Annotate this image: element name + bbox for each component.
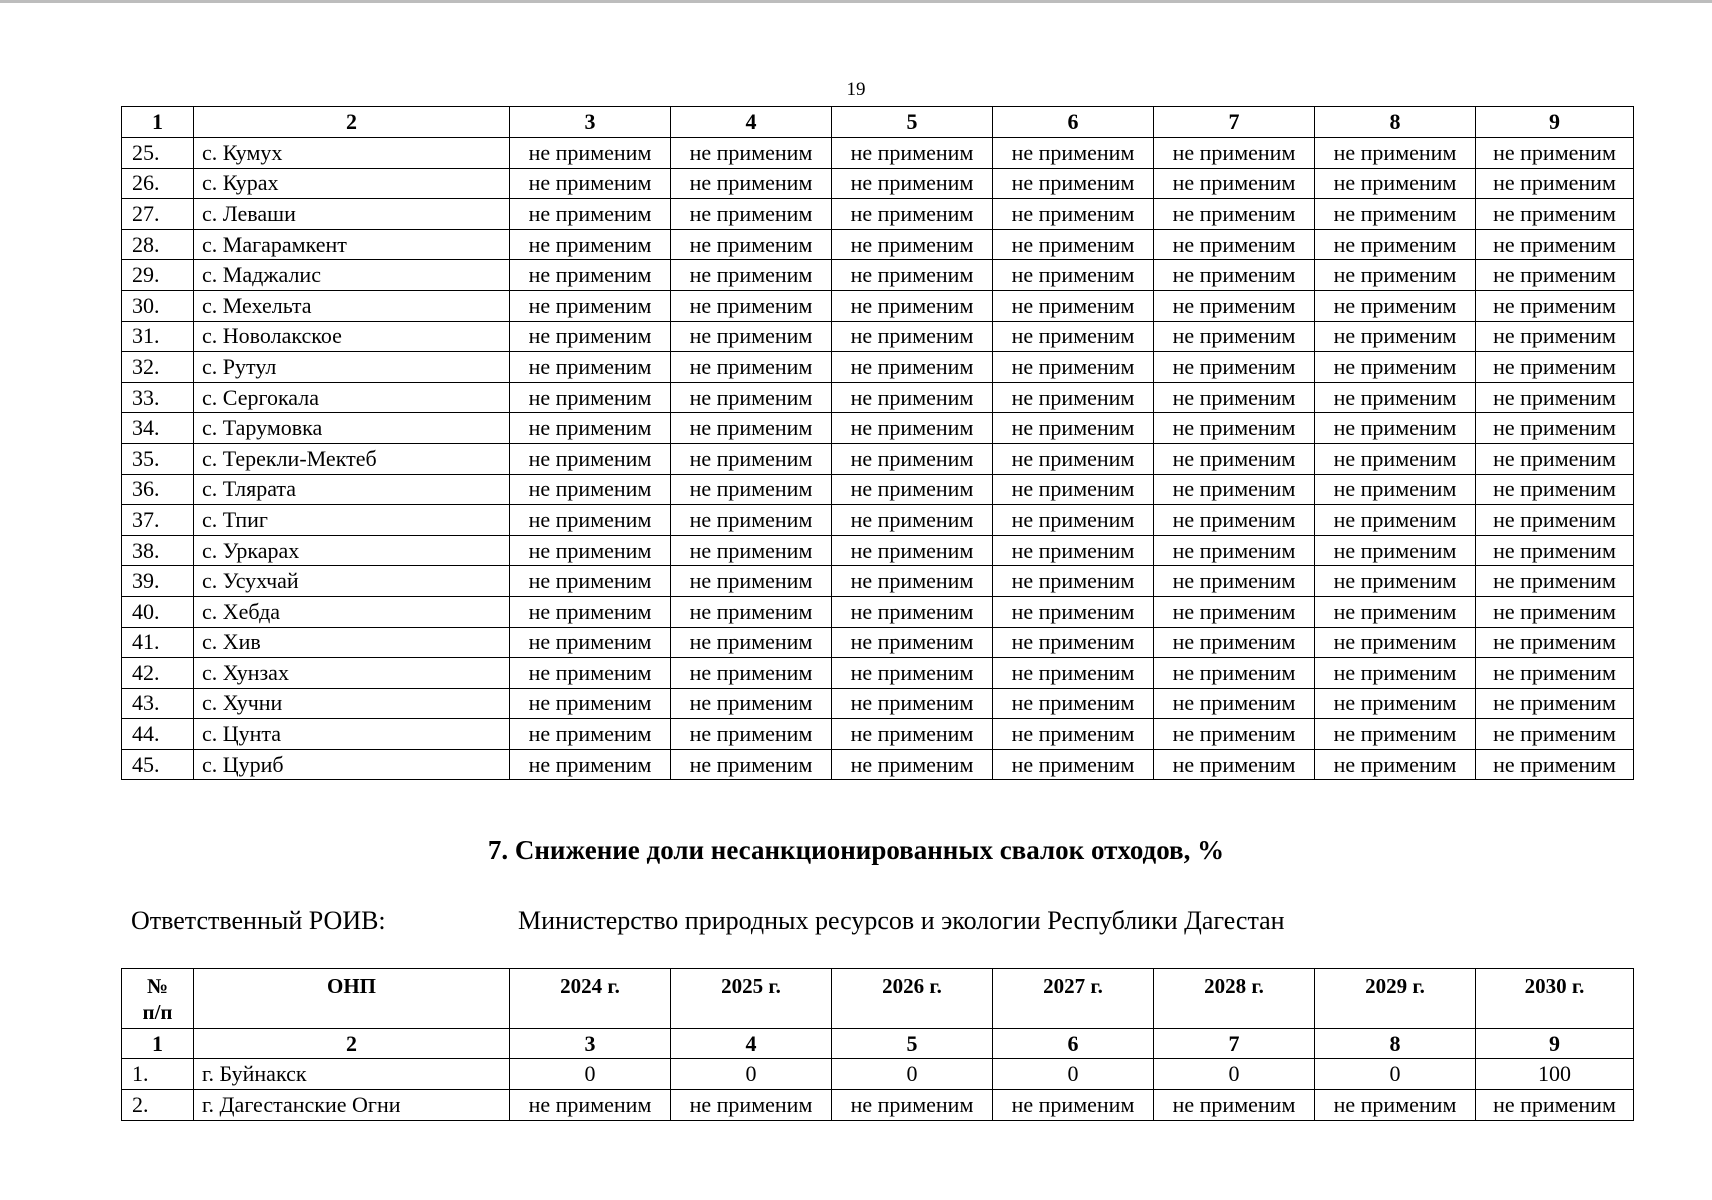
- value-cell: не применим: [510, 260, 671, 291]
- table-header-row: [122, 969, 1634, 1029]
- locality-name: с. Магарамкент: [194, 229, 510, 260]
- year-value: не применим: [671, 1090, 832, 1121]
- table-row: [122, 1059, 1634, 1090]
- value-cell: не применим: [1154, 352, 1315, 383]
- value-cell: не применим: [993, 352, 1154, 383]
- value-cell: не применим: [993, 627, 1154, 658]
- value-cell: не применим: [510, 535, 671, 566]
- value-cell: не применим: [1315, 505, 1476, 536]
- value-cell: не применим: [671, 596, 832, 627]
- row-number: 42.: [122, 658, 194, 689]
- value-cell: не применим: [993, 688, 1154, 719]
- table-row: [122, 229, 1634, 260]
- value-cell: не применим: [1476, 627, 1634, 658]
- year-value: 0: [671, 1059, 832, 1090]
- value-cell: не применим: [993, 566, 1154, 597]
- value-cell: не применим: [993, 505, 1154, 536]
- locality-name: с. Хунзах: [194, 658, 510, 689]
- table-row: [122, 352, 1634, 383]
- value-cell: не применим: [993, 321, 1154, 352]
- value-cell: не применим: [1154, 260, 1315, 291]
- value-cell: не применим: [1154, 382, 1315, 413]
- value-cell: не применим: [832, 658, 993, 689]
- value-cell: не применим: [1476, 138, 1634, 169]
- value-cell: не применим: [1154, 290, 1315, 321]
- value-cell: не применим: [832, 596, 993, 627]
- value-cell: не применим: [993, 719, 1154, 750]
- header-num: № п/п: [122, 969, 194, 1029]
- value-cell: не применим: [671, 168, 832, 199]
- year-value: 0: [832, 1059, 993, 1090]
- value-cell: не применим: [671, 719, 832, 750]
- table-row: [122, 658, 1634, 689]
- column-number-row: [122, 107, 1634, 138]
- value-cell: не применим: [832, 199, 993, 230]
- column-number: 6: [993, 107, 1154, 138]
- table-row: [122, 627, 1634, 658]
- value-cell: не применим: [1154, 229, 1315, 260]
- value-cell: не применим: [1476, 413, 1634, 444]
- value-cell: не применим: [1154, 199, 1315, 230]
- value-cell: не применим: [671, 138, 832, 169]
- value-cell: не применим: [1315, 566, 1476, 597]
- value-cell: не применим: [1476, 658, 1634, 689]
- value-cell: не применим: [671, 260, 832, 291]
- value-cell: не применим: [832, 352, 993, 383]
- row-number: 28.: [122, 229, 194, 260]
- responsible-body: Министерство природных ресурсов и экологии Республики Дагестан: [518, 906, 1285, 935]
- table-row: [122, 443, 1634, 474]
- locality-name: с. Рутул: [194, 352, 510, 383]
- value-cell: не применим: [1476, 566, 1634, 597]
- value-cell: не применим: [1154, 627, 1315, 658]
- value-cell: не применим: [510, 199, 671, 230]
- value-cell: не применим: [1315, 199, 1476, 230]
- row-number: 2.: [122, 1090, 194, 1121]
- column-number-row: [122, 1029, 1634, 1059]
- locality-name: с. Курах: [194, 168, 510, 199]
- value-cell: не применим: [1476, 474, 1634, 505]
- value-cell: не применим: [832, 505, 993, 536]
- locality-name: с. Хучни: [194, 688, 510, 719]
- value-cell: не применим: [671, 566, 832, 597]
- year-value: не применим: [832, 1090, 993, 1121]
- value-cell: не применим: [510, 658, 671, 689]
- locality-name: с. Маджалис: [194, 260, 510, 291]
- table-row: [122, 566, 1634, 597]
- value-cell: не применим: [1476, 596, 1634, 627]
- row-number: 39.: [122, 566, 194, 597]
- value-cell: не применим: [1315, 229, 1476, 260]
- value-cell: не применим: [671, 474, 832, 505]
- column-number: 3: [510, 1029, 671, 1059]
- row-number: 40.: [122, 596, 194, 627]
- table-row: [122, 168, 1634, 199]
- value-cell: не применим: [510, 688, 671, 719]
- row-number: 44.: [122, 719, 194, 750]
- table-row: [122, 382, 1634, 413]
- value-cell: не применим: [1154, 719, 1315, 750]
- locality-name: г. Буйнакск: [194, 1059, 510, 1090]
- value-cell: не применим: [1154, 658, 1315, 689]
- section-title: 7. Снижение доли несанкционированных свалок отходов, %: [487, 835, 1225, 865]
- locality-name: с. Хебда: [194, 596, 510, 627]
- value-cell: не применим: [1315, 535, 1476, 566]
- value-cell: не применим: [671, 382, 832, 413]
- value-cell: не применим: [832, 535, 993, 566]
- table-row: [122, 321, 1634, 352]
- value-cell: не применим: [1315, 168, 1476, 199]
- locality-name: с. Тпиг: [194, 505, 510, 536]
- value-cell: не применим: [510, 413, 671, 444]
- table-row: [122, 749, 1634, 780]
- column-number: 2: [194, 1029, 510, 1059]
- year-value: 100: [1476, 1059, 1634, 1090]
- year-value: 0: [510, 1059, 671, 1090]
- column-number: 7: [1154, 107, 1315, 138]
- value-cell: не применим: [1476, 290, 1634, 321]
- locality-name: с. Леваши: [194, 199, 510, 230]
- value-cell: не применим: [1315, 290, 1476, 321]
- value-cell: не применим: [832, 566, 993, 597]
- value-cell: не применим: [832, 474, 993, 505]
- header-year: 2029 г.: [1315, 969, 1476, 1029]
- value-cell: не применим: [1315, 627, 1476, 658]
- value-cell: не применим: [510, 138, 671, 169]
- locality-name: с. Усухчай: [194, 566, 510, 597]
- value-cell: не применим: [832, 382, 993, 413]
- value-cell: не применим: [1315, 382, 1476, 413]
- value-cell: не применим: [1315, 719, 1476, 750]
- value-cell: не применим: [671, 505, 832, 536]
- value-cell: не применим: [1154, 474, 1315, 505]
- value-cell: не применим: [1476, 260, 1634, 291]
- value-cell: не применим: [993, 413, 1154, 444]
- value-cell: не применим: [993, 168, 1154, 199]
- row-number: 25.: [122, 138, 194, 169]
- value-cell: не применим: [671, 321, 832, 352]
- locality-name: с. Хив: [194, 627, 510, 658]
- value-cell: не применим: [993, 290, 1154, 321]
- header-year: 2028 г.: [1154, 969, 1315, 1029]
- page-number: 19: [846, 79, 866, 100]
- value-cell: не применим: [1315, 688, 1476, 719]
- value-cell: не применим: [832, 229, 993, 260]
- value-cell: не применим: [832, 688, 993, 719]
- value-cell: не применим: [1315, 474, 1476, 505]
- year-value: 0: [993, 1059, 1154, 1090]
- locality-name: с. Цунта: [194, 719, 510, 750]
- year-value: не применим: [993, 1090, 1154, 1121]
- value-cell: не применим: [1315, 658, 1476, 689]
- table-row: [122, 290, 1634, 321]
- row-number: 36.: [122, 474, 194, 505]
- table-row: [122, 260, 1634, 291]
- year-value: 0: [1315, 1059, 1476, 1090]
- value-cell: не применим: [832, 749, 993, 780]
- value-cell: не применим: [1476, 749, 1634, 780]
- value-cell: не применим: [832, 138, 993, 169]
- locality-name: г. Дагестанские Огни: [194, 1090, 510, 1121]
- column-number: 4: [671, 1029, 832, 1059]
- value-cell: не применим: [993, 535, 1154, 566]
- value-cell: не применим: [1154, 749, 1315, 780]
- row-number: 27.: [122, 199, 194, 230]
- value-cell: не применим: [1315, 413, 1476, 444]
- value-cell: не применим: [510, 290, 671, 321]
- value-cell: не применим: [1476, 352, 1634, 383]
- value-cell: не применим: [1154, 413, 1315, 444]
- value-cell: не применим: [671, 688, 832, 719]
- column-number: 5: [832, 1029, 993, 1059]
- value-cell: не применим: [510, 719, 671, 750]
- value-cell: не применим: [671, 199, 832, 230]
- value-cell: не применим: [1476, 229, 1634, 260]
- header-name: ОНП: [194, 969, 510, 1029]
- value-cell: не применим: [832, 321, 993, 352]
- locality-name: с. Новолакское: [194, 321, 510, 352]
- value-cell: не применим: [1315, 749, 1476, 780]
- table-row: [122, 535, 1634, 566]
- column-number: 6: [993, 1029, 1154, 1059]
- column-number: 2: [194, 107, 510, 138]
- column-number: 1: [122, 1029, 194, 1059]
- value-cell: не применим: [510, 352, 671, 383]
- value-cell: не применим: [993, 260, 1154, 291]
- value-cell: не применим: [1476, 688, 1634, 719]
- value-cell: не применим: [993, 658, 1154, 689]
- value-cell: не применим: [1154, 138, 1315, 169]
- responsible-label: Ответственный РОИВ:: [131, 906, 386, 935]
- value-cell: не применим: [1154, 535, 1315, 566]
- row-number: 29.: [122, 260, 194, 291]
- value-cell: не применим: [1315, 138, 1476, 169]
- value-cell: не применим: [1476, 168, 1634, 199]
- row-number: 34.: [122, 413, 194, 444]
- value-cell: не применим: [1154, 321, 1315, 352]
- value-cell: не применим: [832, 719, 993, 750]
- value-cell: не применим: [832, 413, 993, 444]
- locality-name: с. Сергокала: [194, 382, 510, 413]
- year-value: не применим: [510, 1090, 671, 1121]
- value-cell: не применим: [1315, 321, 1476, 352]
- row-number: 26.: [122, 168, 194, 199]
- row-number: 35.: [122, 443, 194, 474]
- locality-name: с. Кумух: [194, 138, 510, 169]
- locality-name: с. Терекли-Мектеб: [194, 443, 510, 474]
- header-year: 2030 г.: [1476, 969, 1634, 1029]
- row-number: 1.: [122, 1059, 194, 1090]
- value-cell: не применим: [1476, 199, 1634, 230]
- value-cell: не применим: [510, 749, 671, 780]
- table-row: [122, 474, 1634, 505]
- column-number: 1: [122, 107, 194, 138]
- value-cell: не применим: [1476, 382, 1634, 413]
- scan-edge: [0, 0, 1712, 3]
- value-cell: не применим: [1154, 596, 1315, 627]
- value-cell: не применим: [671, 290, 832, 321]
- value-cell: не применим: [671, 229, 832, 260]
- table-row: [122, 1090, 1634, 1121]
- row-number: 30.: [122, 290, 194, 321]
- value-cell: не применим: [671, 443, 832, 474]
- value-cell: не применим: [1315, 352, 1476, 383]
- row-number: 41.: [122, 627, 194, 658]
- table-row: [122, 688, 1634, 719]
- value-cell: не применим: [1315, 596, 1476, 627]
- value-cell: не применим: [510, 321, 671, 352]
- value-cell: не применим: [1476, 443, 1634, 474]
- row-number: 32.: [122, 352, 194, 383]
- value-cell: не применим: [1154, 688, 1315, 719]
- value-cell: не применим: [1315, 443, 1476, 474]
- table-row: [122, 199, 1634, 230]
- value-cell: не применим: [993, 138, 1154, 169]
- row-number: 33.: [122, 382, 194, 413]
- value-cell: не применим: [671, 658, 832, 689]
- value-cell: не применим: [510, 596, 671, 627]
- header-year: 2027 г.: [993, 969, 1154, 1029]
- value-cell: не применим: [510, 229, 671, 260]
- value-cell: не применим: [832, 260, 993, 291]
- value-cell: не применим: [1154, 566, 1315, 597]
- header-year: 2024 г.: [510, 969, 671, 1029]
- year-value: не применим: [1315, 1090, 1476, 1121]
- row-number: 43.: [122, 688, 194, 719]
- value-cell: не применим: [671, 749, 832, 780]
- locality-name: с. Цуриб: [194, 749, 510, 780]
- value-cell: не применим: [993, 749, 1154, 780]
- value-cell: не применим: [993, 229, 1154, 260]
- value-cell: не применим: [510, 474, 671, 505]
- row-number: 38.: [122, 535, 194, 566]
- header-year: 2026 г.: [832, 969, 993, 1029]
- header-year: 2025 г.: [671, 969, 832, 1029]
- row-number: 31.: [122, 321, 194, 352]
- unauthorized-dumps-table: [121, 968, 1634, 1121]
- value-cell: не применим: [1476, 321, 1634, 352]
- column-number: 5: [832, 107, 993, 138]
- value-cell: не применим: [510, 168, 671, 199]
- locality-name: с. Тарумовка: [194, 413, 510, 444]
- value-cell: не применим: [1476, 505, 1634, 536]
- table-row: [122, 413, 1634, 444]
- value-cell: не применим: [671, 535, 832, 566]
- locality-name: с. Мехельта: [194, 290, 510, 321]
- municipalities-table-continued: [121, 106, 1634, 780]
- table-row: [122, 596, 1634, 627]
- value-cell: не применим: [510, 627, 671, 658]
- value-cell: не применим: [510, 566, 671, 597]
- value-cell: не применим: [832, 443, 993, 474]
- column-number: 9: [1476, 1029, 1634, 1059]
- year-value: не применим: [1154, 1090, 1315, 1121]
- column-number: 3: [510, 107, 671, 138]
- value-cell: не применим: [1476, 535, 1634, 566]
- value-cell: не применим: [1154, 505, 1315, 536]
- table-row: [122, 138, 1634, 169]
- value-cell: не применим: [832, 627, 993, 658]
- column-number: 4: [671, 107, 832, 138]
- value-cell: не применим: [832, 290, 993, 321]
- locality-name: с. Уркарах: [194, 535, 510, 566]
- year-value: 0: [1154, 1059, 1315, 1090]
- value-cell: не применим: [510, 443, 671, 474]
- value-cell: не применим: [1476, 719, 1634, 750]
- value-cell: не применим: [671, 352, 832, 383]
- column-number: 8: [1315, 107, 1476, 138]
- year-value: не применим: [1476, 1090, 1634, 1121]
- column-number: 7: [1154, 1029, 1315, 1059]
- value-cell: не применим: [1315, 260, 1476, 291]
- table-row: [122, 505, 1634, 536]
- value-cell: не применим: [993, 443, 1154, 474]
- value-cell: не применим: [993, 382, 1154, 413]
- row-number: 45.: [122, 749, 194, 780]
- row-number: 37.: [122, 505, 194, 536]
- value-cell: не применим: [671, 413, 832, 444]
- value-cell: не применим: [993, 199, 1154, 230]
- value-cell: не применим: [832, 168, 993, 199]
- value-cell: не применим: [993, 596, 1154, 627]
- value-cell: не применим: [510, 505, 671, 536]
- value-cell: не применим: [510, 382, 671, 413]
- value-cell: не применим: [1154, 168, 1315, 199]
- column-number: 9: [1476, 107, 1634, 138]
- locality-name: с. Тлярата: [194, 474, 510, 505]
- table-row: [122, 719, 1634, 750]
- value-cell: не применим: [993, 474, 1154, 505]
- value-cell: не применим: [1154, 443, 1315, 474]
- column-number: 8: [1315, 1029, 1476, 1059]
- value-cell: не применим: [671, 627, 832, 658]
